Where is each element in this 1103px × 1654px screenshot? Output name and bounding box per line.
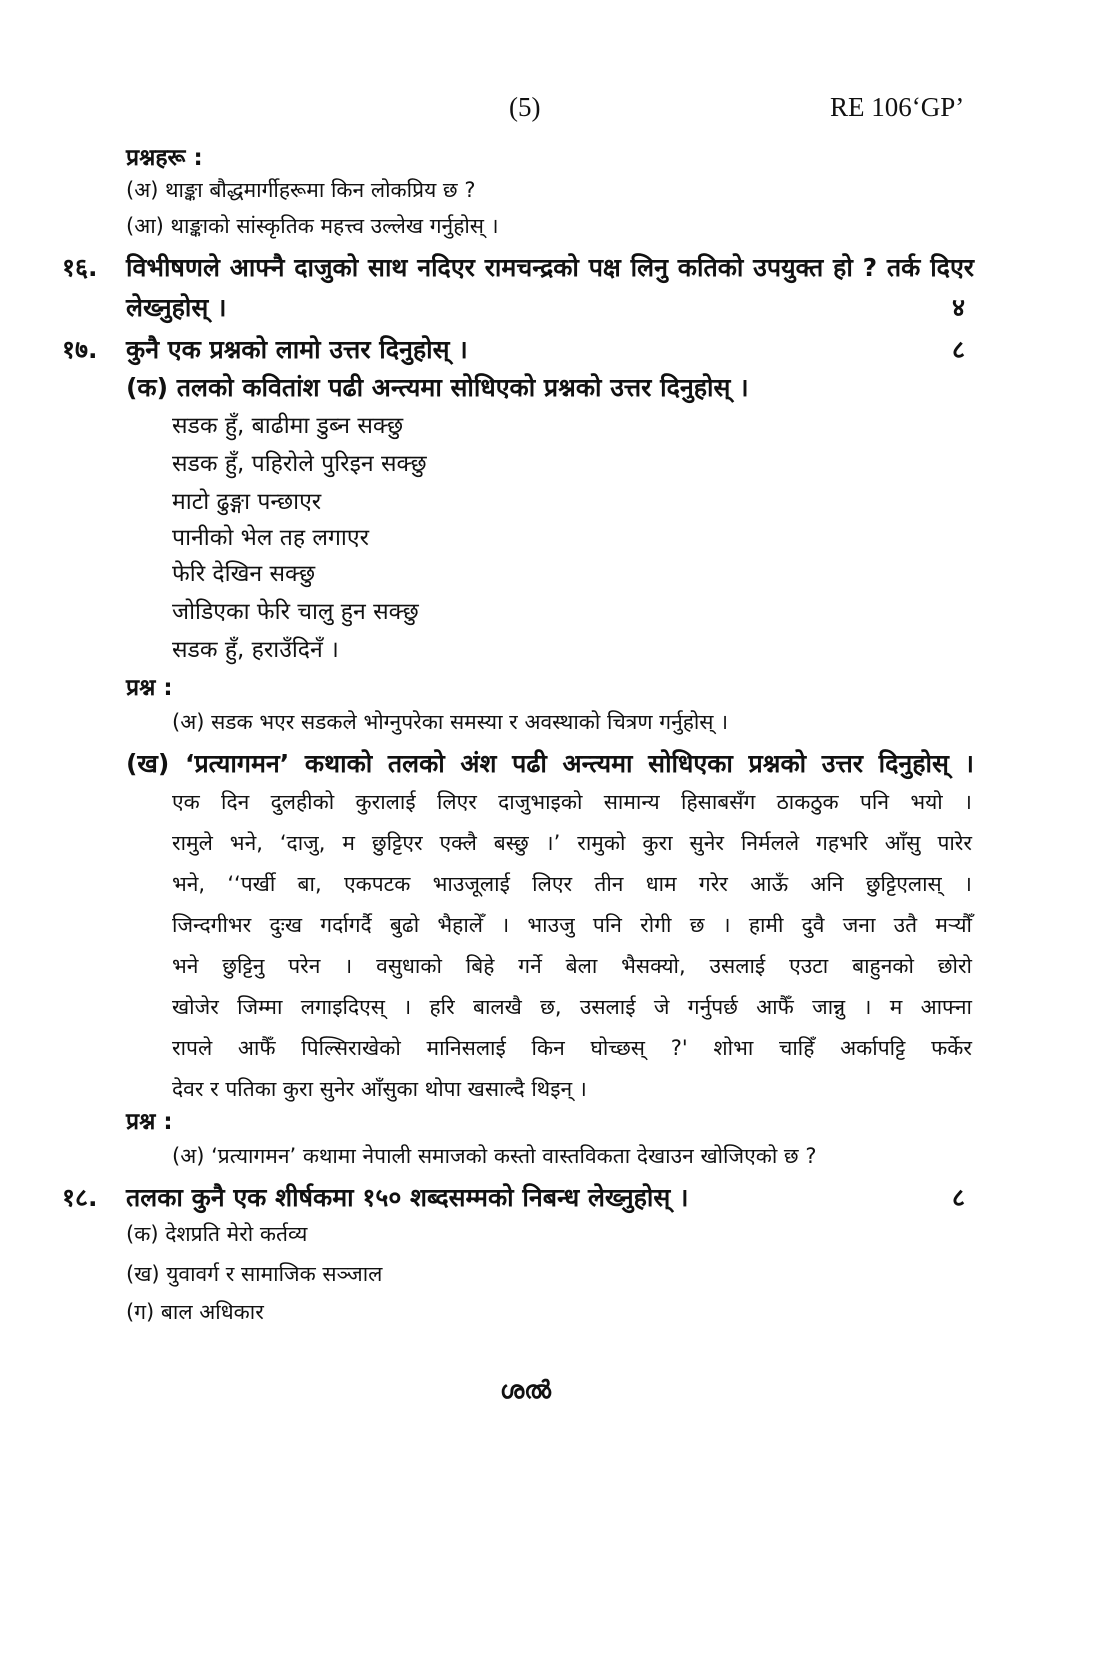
paper-code: RE 106‘GP’ [830, 92, 965, 122]
q16-number: १६. [62, 253, 98, 282]
q18-title: तलका कुनै एक शीर्षकमा १५० शब्दसम्मको निबन्ध लेख्नुहोस् । [126, 1183, 689, 1212]
passage-line: भने छुट्टिनु परेन । वसुधाको बिहे गर्ने बेला भैसक्यो, उसलाई एउटा बाहुनको छोरो [172, 954, 972, 978]
passage-line: जिन्दगीभर दुःख गर्दागर्दै बुढो भैहालेँ । भाउजु पनि रोगी छ । हामी दुवै जना उतै मर्‍यौँ [172, 913, 972, 937]
passage-line: देवर र पतिका कुरा सुनेर आँसुका थोपा खसाल्दै थिइन् । [172, 1077, 587, 1101]
poem-line: सडक हुँ, हराउँदिनँ । [172, 637, 339, 663]
passage-line: खोजेर जिम्मा लगाइदिएस् । हरि बालखै छ, उसलाई जे गर्नुपर्छ आफैँ जान्नु । म आफ्ना [172, 995, 972, 1019]
question-item: (आ) थाङ्काको सांस्कृतिक महत्त्व उल्लेख गर्नुहोस् । [126, 214, 499, 238]
poem-line: पानीको भेल तह लगाएर [172, 525, 370, 551]
passage-line: रापले आफैँ पिल्सिराखेको मानिसलाई किन घोच्छस् ?' शोभा चाहिँ अर्कापट्टि फर्केर [172, 1036, 972, 1060]
passage-line: एक दिन दुलहीको कुरालाई लिएर दाजुभाइको सामान्य हिसाबसँग ठाकठुक पनि भयो । [172, 790, 972, 814]
question-item: (अ) थाङ्का बौद्धमार्गीहरूमा किन लोकप्रिय छ ? [126, 178, 476, 202]
essay-option: (ग) बाल अधिकार [126, 1300, 264, 1324]
question-label: प्रश्न : [126, 675, 173, 701]
q16-text-line1 [126, 250, 974, 284]
q17-ka-question: (अ) सडक भएर सडकले भोग्नुपरेका समस्या र अवस्थाको चित्रण गर्नुहोस् । [172, 710, 729, 734]
poem-line: जोडिएका फेरि चालु हुन सक्छु [172, 599, 419, 625]
q17-kha-question: (अ) ‘प्रत्यागमन’ कथामा नेपाली समाजको कस्तो वास्तविकता देखाउन खोजिएको छ ? [172, 1144, 817, 1168]
essay-option: (क) देशप्रति मेरो कर्तव्य [126, 1222, 308, 1246]
footer-mark: ശൽ [500, 1376, 551, 1404]
passage-line: भने, ‘‘पर्खी बा, एकपटक भाउजूलाई लिएर तीन धाम गरेर आऊँ अनि छुट्टिएलास् । [172, 872, 972, 896]
question-label: प्रश्न : [126, 1109, 173, 1135]
q16-marks: ४ [952, 293, 966, 322]
essay-option: (ख) युवावर्ग र सामाजिक सञ्जाल [126, 1262, 383, 1286]
q18-number: १८. [62, 1183, 98, 1212]
poem-line: सडक हुँ, पहिरोले पुरिइन सक्छु [172, 451, 427, 477]
poem-line: सडक हुँ, बाढीमा डुब्न सक्छु [172, 413, 404, 439]
questions-label: प्रश्नहरू : [126, 145, 203, 171]
q16-line1: विभीषणले आफ्नै दाजुको साथ नदिएर रामचन्द्रको पक्ष लिनु कतिको उपयुक्त हो ? तर्क दिएर [126, 253, 974, 282]
q18-marks: ८ [952, 1183, 966, 1212]
q17-kha-title-wrap [126, 746, 974, 780]
q16-text-line2: लेख्नुहोस् । [126, 293, 227, 322]
passage-line: रामुले भने, ‘दाजु, म छुट्टिएर एक्लै बस्छु ।’ रामुको कुरा सुनेर निर्मलले गहभरि आँसु पारेर [172, 831, 972, 855]
page-number: (5) [509, 92, 541, 122]
poem-line: फेरि देखिन सक्छु [172, 561, 316, 587]
q17-title: कुनै एक प्रश्नको लामो उत्तर दिनुहोस् । [126, 335, 468, 364]
passage [172, 788, 972, 1103]
poem-line: माटो ढुङ्गा पन्छाएर [172, 489, 322, 515]
q17-number: १७. [62, 335, 98, 364]
q17-kha-title: (ख) ‘प्रत्यागमन’ कथाको तलको अंश पढी अन्त्यमा सोधिएका प्रश्नको उत्तर दिनुहोस् । [126, 749, 974, 778]
q17-ka-title: (क) तलको कवितांश पढी अन्त्यमा सोधिएको प्रश्नको उत्तर दिनुहोस् । [126, 373, 749, 402]
q17-marks: ८ [952, 335, 966, 364]
